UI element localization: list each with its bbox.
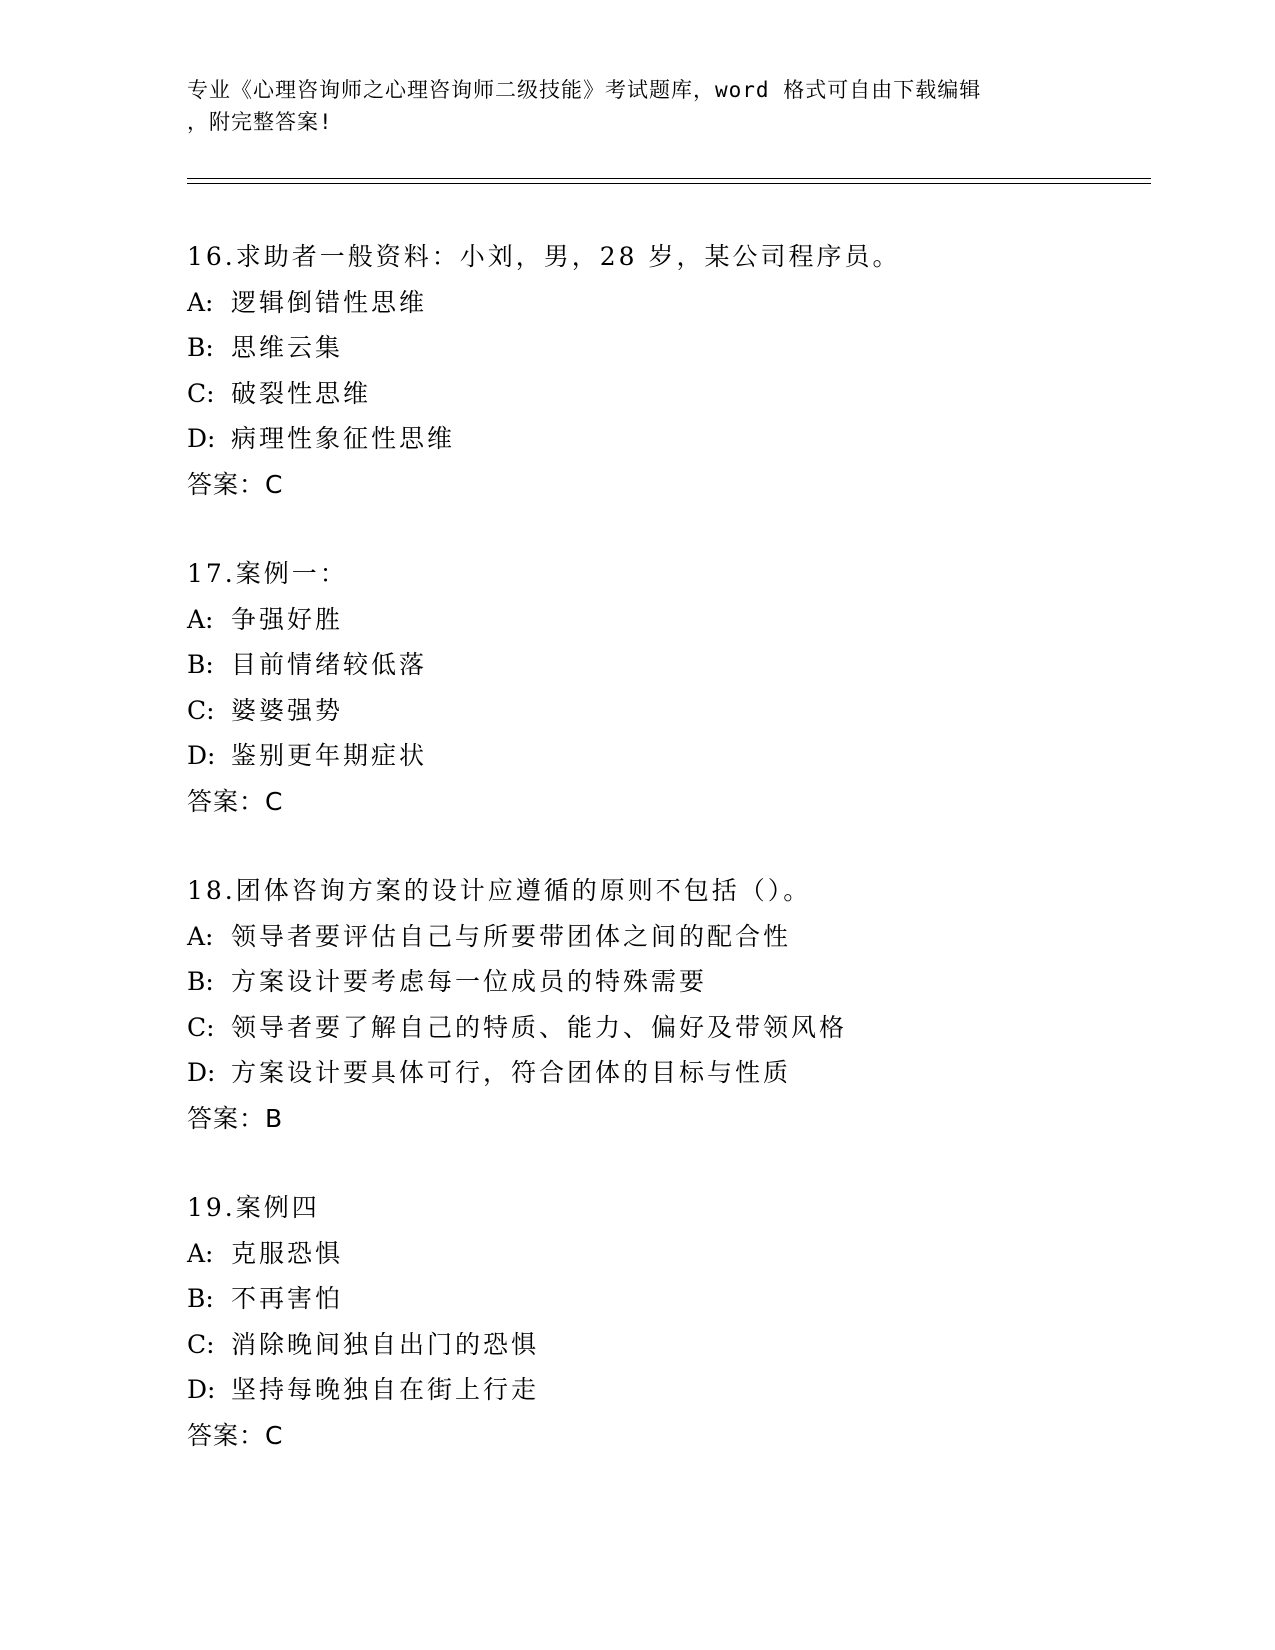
option-a — [187, 597, 1151, 643]
option-b — [187, 1276, 1151, 1322]
option-text: 病理性象征性思维 — [231, 424, 456, 453]
option-c — [187, 688, 1151, 734]
option-letter: C: — [187, 378, 215, 408]
option-letter: D: — [187, 1375, 216, 1404]
option-d — [187, 1050, 1151, 1096]
option-letter: D: — [187, 741, 216, 770]
option-text: 坚持每晚独自在街上行走 — [231, 1375, 540, 1404]
option-b — [187, 959, 1151, 1005]
option-a — [187, 914, 1151, 960]
answer-line: 答案：C — [187, 786, 284, 816]
option-letter: A: — [187, 287, 214, 317]
header-line-1: 专业《心理咨询师之心理咨询师二级技能》考试题库，word 格式可自由下载编辑 — [187, 78, 982, 102]
option-text: 领导者要了解自己的特质、能力、偏好及带领风格 — [231, 1012, 848, 1042]
option-letter: B: — [187, 333, 214, 362]
option-text: 争强好胜 — [231, 604, 344, 634]
option-text: 方案设计要具体可行，符合团体的目标与性质 — [231, 1058, 792, 1087]
option-d — [187, 733, 1151, 779]
option-c — [187, 1005, 1151, 1051]
option-d — [187, 416, 1151, 462]
header-divider-top — [187, 178, 1151, 179]
question-stem: 17.案例一： — [187, 559, 348, 588]
option-text: 克服恐惧 — [231, 1238, 344, 1268]
option-letter: C: — [187, 1329, 215, 1359]
question-19 — [187, 1185, 1151, 1458]
question-stem: 16.求助者一般资料：小刘，男，28 岁，某公司程序员。 — [187, 242, 901, 271]
option-letter: A: — [187, 921, 214, 951]
option-letter: C: — [187, 1012, 215, 1042]
option-text: 不再害怕 — [231, 1284, 344, 1313]
question-18 — [187, 868, 1151, 1141]
option-a — [187, 1231, 1151, 1277]
option-text: 目前情绪较低落 — [231, 650, 428, 679]
option-b — [187, 325, 1151, 371]
option-letter: D: — [187, 424, 216, 453]
header-line-2: ，附完整答案! — [187, 110, 333, 134]
option-text: 逻辑倒错性思维 — [231, 287, 428, 317]
option-text: 破裂性思维 — [231, 378, 372, 408]
option-letter: C: — [187, 695, 215, 725]
option-text: 领导者要评估自己与所要带团体之间的配合性 — [231, 921, 792, 951]
option-a — [187, 280, 1151, 326]
option-d — [187, 1367, 1151, 1413]
option-c — [187, 371, 1151, 417]
option-letter: B: — [187, 650, 214, 679]
question-16 — [187, 234, 1151, 507]
option-text: 鉴别更年期症状 — [231, 741, 428, 770]
document-header — [187, 74, 1067, 138]
option-letter: B: — [187, 1284, 214, 1313]
answer-line: 答案：B — [187, 1103, 284, 1133]
option-text: 消除晚间独自出门的恐惧 — [231, 1329, 540, 1359]
question-stem: 18.团体咨询方案的设计应遵循的原则不包括（）。 — [187, 876, 812, 905]
answer-line: 答案：C — [187, 1420, 284, 1450]
option-letter: B: — [187, 967, 214, 996]
option-c — [187, 1322, 1151, 1368]
option-b — [187, 642, 1151, 688]
option-text: 思维云集 — [231, 333, 344, 362]
option-letter: A: — [187, 604, 214, 634]
option-letter: A: — [187, 1238, 214, 1268]
header-divider-bottom — [187, 183, 1151, 184]
question-list — [187, 234, 1151, 1502]
option-letter: D: — [187, 1058, 216, 1087]
answer-line: 答案：C — [187, 469, 284, 499]
question-stem: 19.案例四 — [187, 1193, 320, 1222]
question-17 — [187, 551, 1151, 824]
option-text: 方案设计要考虑每一位成员的特殊需要 — [231, 967, 708, 996]
option-text: 婆婆强势 — [231, 695, 344, 725]
